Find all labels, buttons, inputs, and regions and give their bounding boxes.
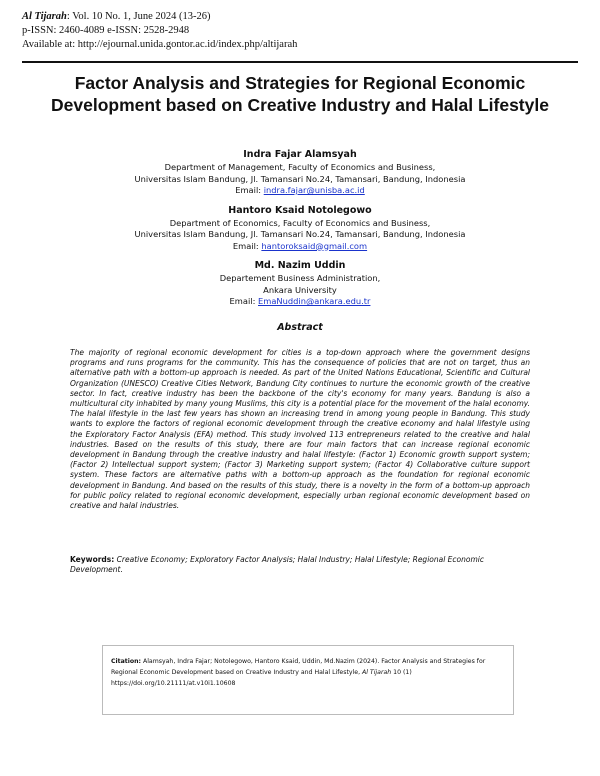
author-name: Indra Fajar Alamsyah bbox=[243, 149, 357, 160]
author-address: Universitas Islam Bandung, Jl. Tamansari No.24, Tamansari, Bandung, Indonesia bbox=[134, 173, 466, 184]
abstract-heading: Abstract bbox=[277, 322, 323, 333]
email-label: Email: bbox=[229, 296, 256, 306]
keywords-text: Creative Economy; Exploratory Factor Analysis; Halal Industry; Halal Lifestyle; Regional Economic Development. bbox=[70, 555, 484, 575]
citation-journal: Al Tijarah bbox=[362, 669, 392, 676]
author-email-link[interactable]: indra.fajar@unisba.ac.id bbox=[263, 185, 365, 195]
header-divider bbox=[22, 61, 578, 63]
citation-text: Alamsyah, Indra Fajar; Notolegowo, Hantoro Ksaid, Uddin, Md.Nazim (2024). Factor Analysis and Strategies for Regional Economic Development based on Creative Industry and Halal Lifestyle, bbox=[111, 658, 486, 676]
author-email-line bbox=[40, 241, 560, 253]
author-email-line bbox=[40, 296, 560, 308]
journal-header bbox=[22, 10, 297, 52]
author-email-link[interactable]: EmaNuddin@ankara.edu.tr bbox=[258, 296, 371, 306]
issn-line: p-ISSN: 2460-4089 e-ISSN: 2528-2948 bbox=[22, 25, 190, 36]
journal-volume-line bbox=[22, 10, 297, 24]
abstract-body: The majority of regional economic development for cities is a top-down approach where the government designs programs and runs programs for the community. This has the consequence of policies that are not on target, thus an alternative path with a bottom-up approach is needed. As part of the United Nations Educational, Scientific and Cultural Organization (UNESCO) Creative Cities Network, Bandung City continues to nurture the economic growth of the creative sector. In fact, creative industry has been the backbone of the city's economy for many years. Bandung is also a multicultural city inhabited by many young Muslims, this city is a potential place for the movement of the halal economy. The halal lifestyle in the last few years has shown an increasing trend in among young people in Bandung. This study wants to explore the factors of regional economic development through the creative economy and halal lifestyle using the Exploratory Factor Analysis (EFA) method. This study involved 113 entrepreneurs related to the creative and halal industries. Based on the results of this study, there are four main factors that can increase regional economic development in Bandung through the creative industry and halal lifestyle: (Factor 1) Economic growth support system; (Factor 2) Intellectual support system; (Factor 3) Marketing support system; (Factor 4) Collaborative culture support system. These factors are alternative paths with a bottom-up approach as the foundation for regional economic development in Bandung. And based on the results of this study, there is a novelty in the form of a bottom-up approach for public policy related to regional economic development, especially urban regional economic development based on creative and halal industries. bbox=[70, 348, 530, 511]
volume-info: : Vol. 10 No. 1, June 2024 (13-26) bbox=[66, 11, 211, 22]
author-affiliation: Department of Management, Faculty of Economics and Business, bbox=[164, 162, 436, 172]
author-email-line bbox=[40, 185, 560, 197]
keywords bbox=[70, 555, 530, 575]
author-email-link[interactable]: hantoroksaid@gmail.com bbox=[261, 240, 368, 251]
author-list bbox=[40, 148, 560, 315]
author-name: Hantoro Ksaid Notolegowo bbox=[228, 204, 372, 216]
author-block bbox=[40, 204, 560, 253]
email-label: Email: bbox=[235, 185, 262, 195]
author-affiliation: Departement Business Administration, bbox=[219, 273, 381, 283]
availability-line: Available at: http://ejournal.unida.gontor.ac.id/index.php/altijarah bbox=[22, 39, 298, 50]
author-affiliation: Department of Economics, Faculty of Economics and Business, bbox=[169, 217, 431, 228]
journal-name: Al Tijarah bbox=[22, 11, 67, 22]
paper-title: Factor Analysis and Strategies for Regional Economic Development based on Creative Industry and Halal Lifestyle bbox=[51, 73, 549, 115]
author-block bbox=[40, 259, 560, 308]
author-address: Universitas Islam Bandung, Jl. Tamansari No.24, Tamansari, Bandung, Indonesia bbox=[134, 229, 466, 239]
author-block bbox=[40, 148, 560, 197]
citation-box bbox=[102, 645, 514, 715]
citation-doi-link[interactable]: https://doi.org/10.21111/at.v10i1.10608 bbox=[111, 680, 236, 687]
citation-label: Citation: bbox=[111, 658, 142, 665]
author-name: Md. Nazim Uddin bbox=[254, 260, 346, 271]
email-label: Email: bbox=[232, 240, 259, 251]
citation-issue: 10 (1) bbox=[391, 669, 412, 676]
keywords-label: Keywords: bbox=[70, 555, 115, 564]
author-address: Ankara University bbox=[263, 284, 337, 295]
